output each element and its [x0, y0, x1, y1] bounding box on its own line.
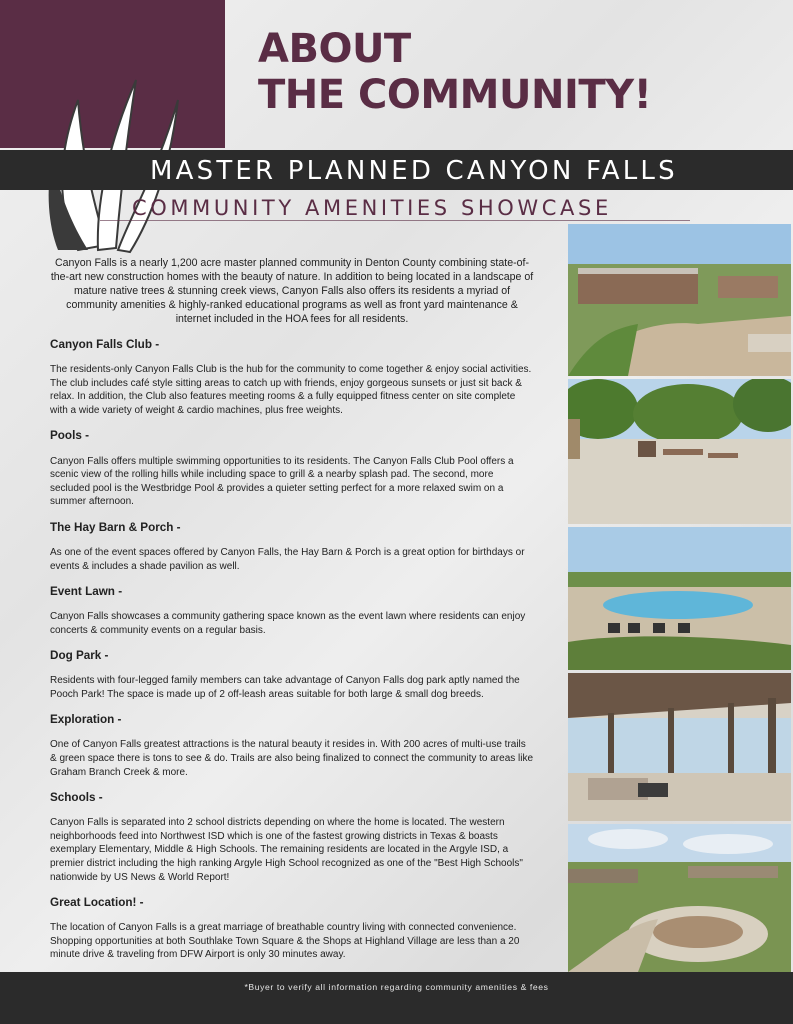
- section-title: Canyon Falls Club -: [50, 338, 160, 351]
- section-title: Pools -: [50, 429, 89, 443]
- pool-photo: [568, 527, 791, 670]
- subtitle: COMMUNITY AMENITIES SHOWCASE: [132, 196, 612, 220]
- section-title: Exploration -: [50, 713, 122, 727]
- photo-column: [568, 224, 791, 972]
- aerial-park-photo: [568, 824, 791, 972]
- courtyard-photo: [568, 379, 791, 524]
- subtitle-divider: [100, 220, 690, 221]
- section-body: As one of the event spaces offered by Canyon Falls, the Hay Barn & Porch is a great option for birthdays or events & includes a shade pavilion as well.: [50, 546, 525, 572]
- section-title: Dog Park -: [50, 649, 109, 662]
- band-title: MASTER PLANNED CANYON FALLS: [150, 156, 678, 186]
- section-body: Canyon Falls offers multiple swimming opportunities to its residents. The Canyon Falls Club Pool offers a scenic view of the rolling hills while including space to grill & a nearby splash pad. The second, more secluded pool is the Westbridge Pool & provides a quieter setting perfect for a more relaxed swim on a summer afternoon.: [50, 455, 514, 508]
- section-title: Schools -: [50, 790, 103, 804]
- section-body: Canyon Falls is separated into 2 school districts depending on where the home is located. The western neighborhoods feed into Northwest ISD which is one of the fastest growing districts in Texas & boasts exemplary Elementary, Middle & High Schools. The remaining residents are located in the Argyle ISD, a premier district including the high ranking Argyle High School recognized as one of the "Best High Schools" nationwide by US News & World Report!: [50, 817, 523, 883]
- section-body: Residents with four-legged family members can take advantage of Canyon Falls dog park aptly named the Pooch Park! The space is made up of 2 off-leash areas suitable for both large & small dog breeds.: [50, 675, 520, 700]
- headline-line-1: ABOUT: [258, 26, 411, 72]
- clubhouse-photo: [568, 224, 791, 376]
- section-body: The residents-only Canyon Falls Club is the hub for the community to come together & enjoy social activities. The club includes café style sitting areas to catch up with friends, enjoy gorgeous sunsets or just sit back & relax. In addition, the Club also features meeting rooms & a fully equipped fitness center on site complete with a wide variety of weight & cardio machines, plus free weights.: [50, 364, 532, 417]
- footer-disclaimer: *Buyer to verify all information regarding community amenities & fees: [244, 982, 549, 992]
- section-title: The Hay Barn & Porch -: [50, 520, 181, 534]
- section-body: Canyon Falls showcases a community gathering space known as the event lawn where residents can enjoy concerts & community events on a regular basis.: [50, 611, 526, 636]
- article-body: [50, 256, 534, 999]
- pavilion-photo: [568, 673, 791, 821]
- page-headline: [258, 26, 651, 118]
- section-body: The location of Canyon Falls is a great marriage of breathable country living with connected convenience. Shopping opportunities at both Southlake Town Square & the Shops at Highland Village are less than a 20 minute drive & traveling from DFW Airport is only 30 minutes away.: [50, 922, 520, 961]
- headline-line-2: THE COMMUNITY!: [258, 72, 652, 118]
- section-body: One of Canyon Falls greatest attractions is the natural beauty it resides in. With 200 acres of multi-use trails & green space there is tons to see & do. Trails are also being finalized to connect the community to areas like Graham Branch Creek & more.: [50, 739, 534, 778]
- section-title: Great Location! -: [50, 895, 144, 909]
- footer-bar: [0, 972, 793, 1024]
- intro-paragraph: Canyon Falls is a nearly 1,200 acre master planned community in Denton County combining state-of-the-art new construction homes with the beauty of nature. In addition to being located in a landscape of mature native trees & stunning creek views, Canyon Falls also offers its residents a myriad of community amenities & highly-ranked educational programs as well as front yard maintenance & internet included in the HOA fees for all residents.: [50, 257, 534, 325]
- section-title: Event Lawn -: [50, 584, 123, 598]
